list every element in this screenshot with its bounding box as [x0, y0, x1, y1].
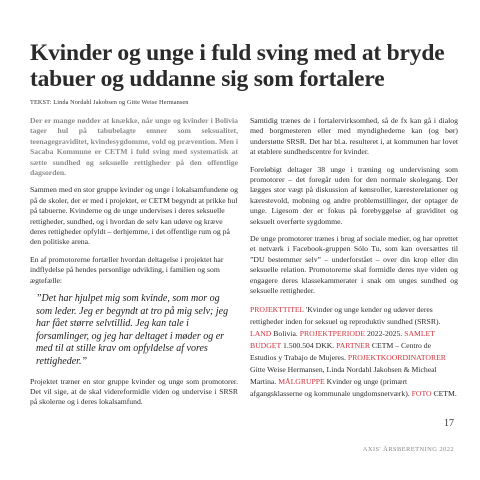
project-title-label: PROJEKTTITEL — [250, 304, 304, 314]
body-paragraph-1: Sammen med en stor gruppe kvinder og unge i lokalsamfundene og på de skoler, der er med i projektet, er CETM begyndt at prikke hul på tabuerne. Kvinderne og de unge undervises i deres seksuelle rettigheder, sundhed, og i hvordan de selv kan udøve og kræve deres rettigheder opfyldt – derhjemme, i det offentlige rum og på den politiske arena. — [30, 185, 238, 247]
left-column — [30, 116, 238, 415]
coordinators-label: PROJEKTKOORDINATORER — [347, 352, 446, 362]
coordinators-value: Gitte Weise Hermansen, Linda Nordahl Jakobsen & Micheal Martina. — [250, 364, 437, 386]
article-title: Kvinder og unge i fuld sving med at bryde tabuer og uddanne sig som fortalere — [30, 40, 445, 92]
target-group-value: Kvinder og unge (primært afgangsklasserne og kommunale ungdomsnetværk). — [250, 376, 412, 398]
pull-quote: ”Det har hjulpet mig som kvinde, som mor og som leder. Jeg er begyndt at tro på mig selv; jeg har fået større selvtillid. Jeg kan tale i forsamlinger, og jeg har deltaget i møder og er med til at stille krav om opfyldelse af vores rettigheder.” — [36, 293, 229, 368]
target-group-label: MÅLGRUPPE — [278, 376, 325, 386]
lead-paragraph: Der er mange nødder at knække, når unge og kvinder i Bolivia tager hul på tabubelagte emner som seksualitet, teenagegraviditet, kvindesygdomme, vold og prævention. Men i Sacaba Kommune er CETM i fuld sving med systematisk at sætte sundhed og seksuelle rettigheder på den offentlige dagsorden. — [30, 116, 238, 178]
budget-value: 1.500.504 DKK. — [281, 340, 337, 350]
period-label: PROJEKTPERIODE — [299, 328, 366, 338]
body-paragraph-4: Samtidig trænes de i fortalervirksomhed, så de fx kan gå i dialog med borgmesteren eller med myndighederne kan (og bør) understøtte SRSR. Det har bl.a. resulteret i, at kommunen har lovet at etablere sundhedscentre for kvinder. — [250, 116, 458, 157]
body-paragraph-6: De unge promotorer trænes i brug af sociale medier, og har oprettet et netværk i Facebook-gruppen Sólo Tu, som kan oversættes til ”DU bestemmer selv” – underforstået – over din krop eller din seksuelle relation. Promotorerne skal formidle deres nye viden og engagere deres klassekammerater i snak om unges sundhed og seksuelle rettigheder. — [250, 234, 458, 296]
country-value: Bolivia. — [271, 328, 300, 338]
body-paragraph-5: Foreløbigt deltager 38 unge i træning og undervisning som promotorer – det foregår uden for den normale skolegang. Der lægges stor vægt på diskussion af kønsroller, kæresterelationer og kærestevold, mobning og andre problemstillinger, der optager de unge. Ligesom der er fokus på forebyggelse af graviditet og seksuelt overførte sygdomme. — [250, 164, 458, 226]
page-number: 17 — [444, 418, 454, 429]
photo-value: CETM. — [431, 388, 457, 398]
article-columns — [30, 116, 458, 415]
body-paragraph-2: En af promotorerne fortæller hvordan deltagelse i projektet har indflydelse på hendes personlige udvikling, i familien og som ægtefælle: — [30, 254, 224, 285]
partner-label: PARTNER — [336, 340, 370, 350]
publication-footer: AXIS' ÅRSBERETNING 2022 — [362, 446, 454, 453]
project-title-value: 'Kvinder og unge kender og udøver deres rettigheder inden for seksuel og reproduktiv sundhed (SRSR). — [250, 304, 441, 326]
project-info-box — [250, 304, 458, 400]
partner-value: CETM – Centro de Estudios y Trabajo de Mujeres. — [250, 340, 432, 362]
budget-label: SAMLET BUDGET — [250, 328, 435, 350]
country-label: LAND — [250, 328, 272, 338]
photo-label: FOTO — [411, 388, 432, 398]
byline: TEKST: Linda Nordahl Jakobsen og Gitte Weise Hermansen — [30, 99, 189, 106]
period-value: 2022-2025. — [365, 328, 405, 338]
body-paragraph-3: Projektet træner en stor gruppe kvinder og unge som promotorer. Det vil sige, at de skal videreformidle viden og undervise i SRSR på skolerne og i deres lokalsamfund. — [30, 376, 238, 407]
right-column — [250, 116, 458, 415]
